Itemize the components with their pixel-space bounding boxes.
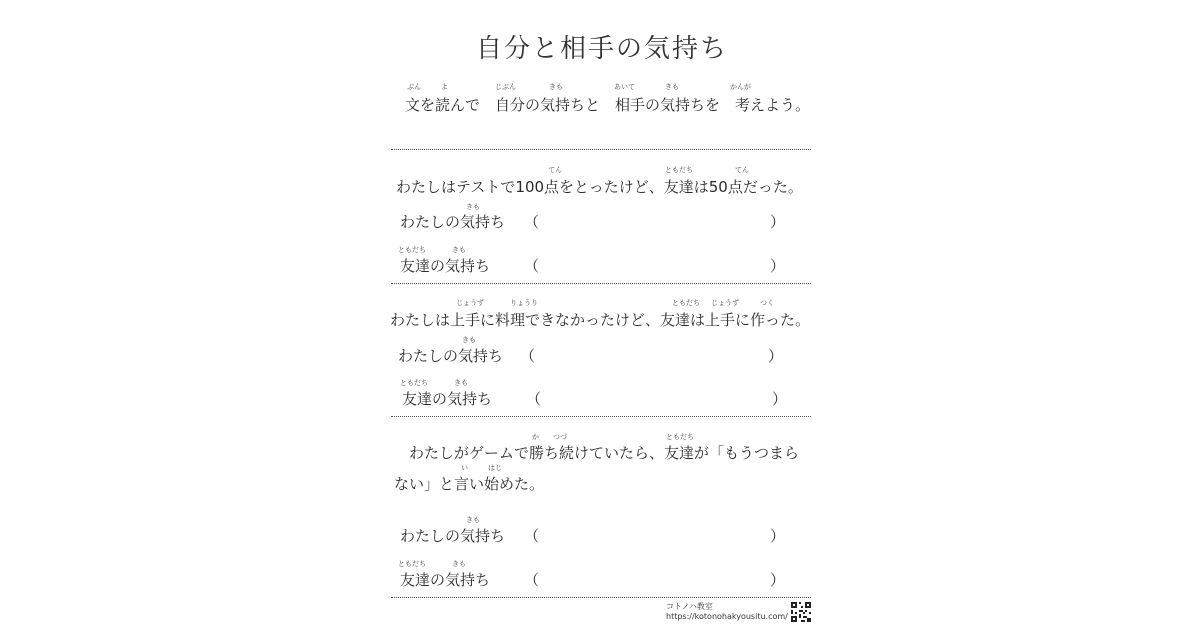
ruby: りょうり (510, 299, 538, 307)
answer-label: 友達の気持ち (400, 257, 491, 275)
footer-url[interactable]: https://kotonohakyousitu.com/ (666, 612, 788, 621)
ruby: きも (452, 246, 466, 254)
answer-field[interactable] (540, 522, 770, 546)
ruby: きも (454, 379, 468, 387)
ruby: じぶん (495, 83, 516, 91)
ruby: あいて (614, 83, 635, 91)
divider (391, 597, 811, 598)
question-sentence-line2: ない」と言い始めた。 (394, 475, 545, 493)
answer-label: 友達の気持ち (402, 390, 493, 408)
divider (391, 283, 811, 284)
ruby: い (461, 464, 468, 472)
ruby: よ (441, 83, 448, 91)
ruby: かんが (730, 83, 751, 91)
paren-close: ） (772, 390, 788, 408)
ruby: きも (665, 83, 679, 91)
answer-field[interactable] (540, 252, 770, 276)
answer-label: 友達の気持ち (400, 571, 491, 589)
paren-open: （ (524, 257, 540, 275)
ruby: ともだち (665, 166, 693, 174)
answer-field[interactable] (540, 208, 770, 232)
ruby: きも (549, 83, 563, 91)
ruby: きも (466, 516, 480, 524)
ruby: ともだち (666, 433, 694, 441)
ruby: つく (760, 299, 774, 307)
qr-code-icon (791, 602, 811, 622)
ruby: てん (735, 166, 749, 174)
ruby: はじ (488, 464, 502, 472)
ruby: ともだち (398, 246, 426, 254)
ruby: きも (462, 336, 476, 344)
answer-field[interactable] (536, 342, 768, 366)
divider (391, 416, 811, 417)
ruby: ともだち (400, 379, 428, 387)
answer-label: わたしの気持ち (400, 527, 506, 545)
answer-field[interactable] (540, 566, 770, 590)
paren-open: （ (524, 571, 540, 589)
question-sentence-line1: わたしがゲームで勝ち続けていたら、友達が「もうつまら (409, 444, 800, 462)
answer-label: わたしの気持ち (398, 347, 504, 365)
ruby: きも (466, 203, 480, 211)
answer-label: わたしの気持ち (400, 213, 506, 231)
ruby: つづ (553, 433, 567, 441)
ruby: か (532, 433, 539, 441)
question-sentence: わたしはテストで100点をとったけど、友達は50点だった。 (396, 178, 803, 196)
answer-field[interactable] (542, 385, 772, 409)
ruby: ともだち (672, 299, 700, 307)
paren-close: ） (768, 347, 784, 365)
instruction-text: 文を読んで 自分の気持ちと 相手の気持ちを 考えよう。 (405, 96, 811, 114)
footer-brand: コトノハ教室 (666, 602, 713, 611)
ruby: きも (452, 560, 466, 568)
paren-close: ） (770, 571, 786, 589)
ruby: ぶん (407, 83, 421, 91)
paren-close: ） (770, 213, 786, 231)
paren-open: （ (524, 213, 540, 231)
paren-open: （ (524, 527, 540, 545)
ruby: てん (548, 166, 562, 174)
divider (391, 149, 811, 150)
ruby: じょうず (456, 299, 484, 307)
paren-close: ） (770, 257, 786, 275)
question-sentence: わたしは上手に料理できなかったけど、友達は上手に作った。 (390, 311, 811, 329)
paren-open: （ (526, 390, 542, 408)
page-title: 自分と相手の気持ち (476, 34, 729, 64)
paren-open: （ (520, 347, 536, 365)
ruby: ともだち (398, 560, 426, 568)
paren-close: ） (770, 527, 786, 545)
ruby: じょうず (711, 299, 739, 307)
